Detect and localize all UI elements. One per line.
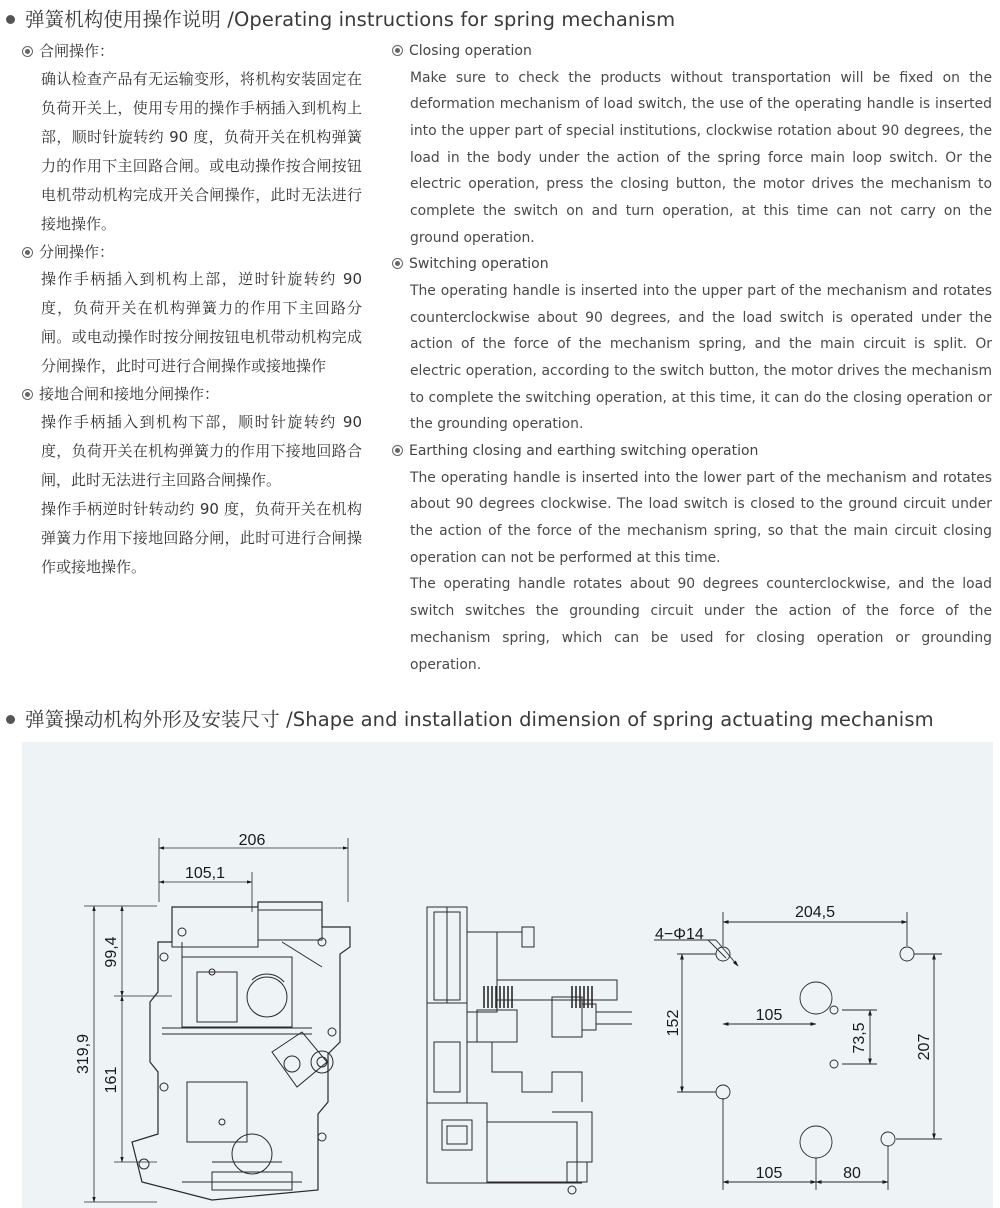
zh-block-earthing — [22, 381, 362, 582]
dim-front-upper: 99,4 — [103, 936, 120, 968]
en-paragraph: The operating handle rotates about 90 degrees counterclockwise, and the load switch switches the grounding circuit under the action of the force of the mechanism spring, which can be used for closing operation or grounding operation. — [410, 576, 992, 673]
drawing-svg — [22, 742, 993, 1208]
zh-heading: 接地合闸和接地分闸操作： — [39, 385, 220, 403]
double-circle-icon — [392, 445, 403, 456]
en-block-switching — [392, 251, 992, 438]
dim-front-offset: 105,1 — [184, 865, 226, 882]
dim-holes-spacing-x: 204,5 — [794, 904, 836, 921]
technical-drawing — [22, 742, 993, 1208]
double-circle-icon — [22, 247, 33, 258]
dim-front-total: 319,9 — [75, 1033, 92, 1075]
front-view — [84, 838, 350, 1202]
side-view — [427, 907, 632, 1194]
double-circle-icon — [22, 389, 33, 400]
en-heading: Switching operation — [409, 256, 549, 273]
double-circle-icon — [392, 45, 403, 56]
dim-bottom-left: 105 — [755, 1165, 783, 1182]
zh-block-opening — [22, 239, 362, 382]
double-circle-icon — [22, 46, 33, 57]
dim-front-width: 206 — [238, 832, 266, 849]
zh-paragraph: 操作手柄插入到机构下部，顺时针旋转约 90 度，负荷开关在机构弹簧力的作用下接地回路合闸，此时无法进行主回路合闸操作。 — [41, 412, 362, 489]
dim-shaft-offset-y: 73,5 — [851, 1022, 868, 1054]
en-block-earthing — [392, 438, 992, 678]
zh-heading: 分闸操作： — [39, 242, 115, 261]
double-circle-icon — [392, 258, 403, 269]
bullet-dot-icon — [6, 715, 15, 724]
en-heading: Closing operation — [409, 43, 532, 59]
bullet-dot-icon — [6, 15, 15, 24]
dim-holes-outer-y: 207 — [916, 1033, 933, 1061]
en-paragraph: The operating handle is inserted into the upper part of the mechanism and rotates counterclockwise about 90 degrees, and the load switch is operated under the action of the force of the mechanism spring, and the main circuit is split. Or electric operation, according to the switch button, the motor drives the mechanism to complete the switching operation, at this time, it can do the closing operation or the grounding operation. — [410, 282, 992, 433]
zh-heading: 合闸操作： — [39, 42, 115, 60]
hole-pattern — [654, 912, 942, 1190]
zh-paragraph: 操作手柄插入到机构上部，逆时针旋转约 90 度，负荷开关在机构弹簧力的作用下主回路分闸。或电动操作时按分闸按钮电机带动机构完成分闸操作，此时可进行合闸操作或接地操作 — [41, 270, 362, 375]
section-title-operating: 弹簧机构使用操作说明 /Operating instructions for spring mechanism — [0, 4, 675, 32]
english-instructions — [392, 38, 992, 678]
en-paragraph: The operating handle is inserted into the lower part of the mechanism and rotates about 90 degrees clockwise. The load switch is closed to the ground circuit under the action of the force of the mechanism spring, so that the main circuit closing operation can not be performed at this time. — [410, 469, 992, 566]
en-block-closing — [392, 38, 992, 251]
zh-block-closing — [22, 38, 362, 239]
dim-bottom-right: 80 — [843, 1165, 861, 1182]
en-heading: Earthing closing and earthing switching operation — [409, 443, 759, 460]
dim-shaft-offset-x: 105 — [755, 1007, 783, 1024]
chinese-instructions — [22, 38, 362, 582]
dim-holes-label: 4−Φ14 — [655, 926, 704, 943]
dim-front-lower: 161 — [103, 1066, 120, 1094]
en-paragraph: Make sure to check the products without transportation will be fixed on the deformation mechanism of load switch, the use of the operating handle is inserted into the upper part of special institutions, clockwise rotation about 90 degrees, the load in the body under the action of the spring force main loop switch. Or the electric operation, press the closing button, the motor drives the mechanism to complete the switch on and turn operation, at this time can not carry on the ground operation. — [410, 69, 992, 246]
zh-paragraph: 操作手柄逆时针转动约 90 度，负荷开关在机构弹簧力作用下接地回路分闸，此时可进行合闸操作或接地操作。 — [41, 499, 362, 576]
zh-paragraph: 确认检查产品有无运输变形，将机构安装固定在负荷开关上，使用专用的操作手柄插入到机构上部，顺时针旋转约 90 度，负荷开关在机构弹簧力的作用下主回路合闸。或电动操作按合闸按钮电机带动机构完成开关合闸操作，此时无法进行接地操作。 — [41, 69, 362, 233]
section-title-dimensions: 弹簧操动机构外形及安装尺寸 /Shape and installation dimension of spring actuating mechanism — [0, 704, 934, 732]
dim-holes-spacing-y: 152 — [665, 1009, 682, 1037]
